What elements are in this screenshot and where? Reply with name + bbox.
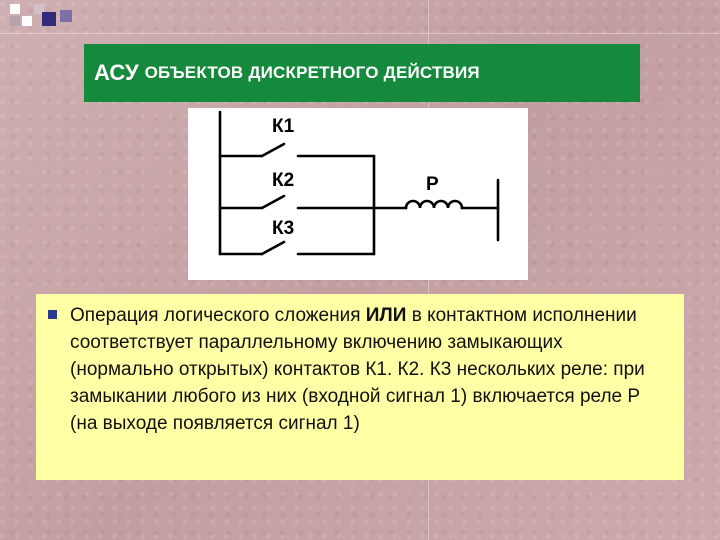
relay-circuit-diagram [188,108,528,280]
label-relay: Р [426,174,439,195]
circuit-svg [188,108,528,280]
label-k3: К3 [272,218,295,239]
title-main: АСУ [94,60,139,85]
relay-coil [406,201,462,208]
decor-squares [0,0,720,34]
text-after: в контактном исполнении соответствует параллельному включению замыкающих (нормально открытых) контактов К1. К2. К3 нескольких реле: при замыкании любого из них (входной сигнал 1) включается реле Р (на выходе появляется сигнал 1) [70,305,645,434]
label-k1: К1 [272,116,295,137]
slide-title [84,44,640,102]
title-subtitle: ОБЪЕКТОВ ДИСКРЕТНОГО ДЕЙСТВИЯ [144,63,480,82]
bullet-square-icon [48,310,57,319]
k1-contact-blade [262,144,284,156]
label-k2: К2 [272,170,295,191]
text-bold-or: ИЛИ [365,305,407,326]
k3-contact-blade [262,242,284,254]
k2-contact-blade [262,196,284,208]
text-before: Операция логического сложения [70,305,366,326]
description-box [36,294,684,480]
description-paragraph [70,302,664,437]
